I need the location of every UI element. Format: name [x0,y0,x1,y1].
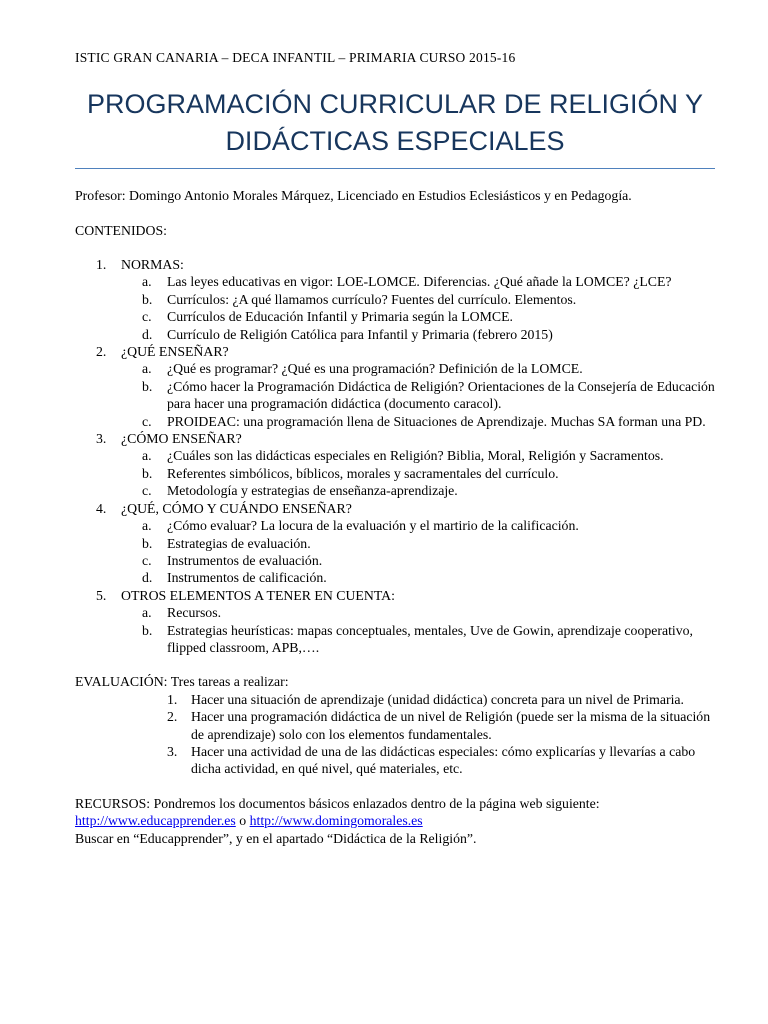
subitem-letter: a. [142,448,152,464]
subitem [121,517,715,534]
subitem-text: ¿Cómo hacer la Programación Didáctica de Religión? Orientaciones de la Consejería de Educación para hacer una programación didáctica (documento caracol). [167,378,715,412]
task-text: Hacer una situación de aprendizaje (unidad didáctica) concreta para un nivel de Primaria. [191,691,685,707]
subitem-letter: a. [142,605,152,621]
section-number: 5. [96,587,107,603]
subitem-text: ¿Cómo evaluar? La locura de la evaluación y el martirio de la calificación. [167,518,579,534]
section-number: 1. [96,257,107,272]
subitem-text: Currículos: ¿A qué llamamos currículo? Fuentes del currículo. Elementos. [167,291,577,307]
domingomorales-link[interactable]: http://www.domingomorales.es [249,813,423,829]
subitem-letter: b. [142,535,153,551]
subitem [121,308,715,325]
section-title: ¿QUÉ ENSEÑAR? [121,344,229,360]
contents-list [75,256,715,656]
task-number: 1. [167,691,178,707]
recursos-section [75,795,715,848]
task-number: 2. [167,709,178,725]
subitem-text: Metodología y estrategias de enseñanza-aprendizaje. [167,483,458,499]
section-number: 4. [96,500,107,516]
section-subitems [121,447,715,499]
subitem [121,604,715,621]
subitem-text: Referentes simbólicos, bíblicos, morales y sacramentales del currículo. [167,465,559,481]
subitem-letter: c. [142,483,152,499]
subitem [121,378,715,413]
section-title: NORMAS: [121,257,184,272]
section-title: OTROS ELEMENTOS A TENER EN CUENTA: [121,587,395,603]
section-item [75,256,715,343]
recursos-intro: RECURSOS: Pondremos los documentos básicos enlazados dentro de la página web siguiente: [75,795,600,811]
title-divider [75,168,715,169]
subitem-letter: b. [142,378,153,394]
section-title: ¿CÓMO ENSEÑAR? [121,431,242,447]
subitem [121,465,715,482]
course-header: ISTIC GRAN CANARIA – DECA INFANTIL – PRIMARIA CURSO 2015-16 [75,50,516,65]
document-page [75,50,715,847]
section-number: 3. [96,431,107,447]
section-subitems [121,360,715,430]
subitem-letter: b. [142,291,153,307]
subitem-letter: a. [142,274,152,290]
subitem-letter: b. [142,465,153,481]
task-text: Hacer una programación didáctica de un nivel de Religión (puede ser la misma de la situación de aprendizaje) solo con los elementos fundamentales. [191,709,711,742]
subitem-text: Estrategias de evaluación. [167,535,311,551]
section-item [75,430,715,500]
link-separator: o [235,813,250,829]
section-subitems [121,273,715,343]
subitem [121,535,715,552]
subitem-letter: c. [142,413,152,429]
subitem [121,360,715,377]
subitem-text: Currículo de Religión Católica para Infantil y Primaria (febrero 2015) [167,326,553,342]
subitem-text: PROIDEAC: una programación llena de Situaciones de Aprendizaje. Muchas SA forman una PD. [167,413,706,429]
recursos-links [75,812,715,830]
subitem-letter: a. [142,361,152,377]
evaluacion-task [75,708,715,743]
section-title: ¿QUÉ, CÓMO Y CUÁNDO ENSEÑAR? [121,500,352,516]
contenidos-label: CONTENIDOS: [75,222,167,238]
recursos-footer: Buscar en “Educapprender”, y en el apartado “Didáctica de la Religión”. [75,830,477,846]
subitem-text: Las leyes educativas en vigor: LOE-LOMCE. Diferencias. ¿Qué añade la LOMCE? ¿LCE? [167,274,672,290]
evaluacion-list [75,691,715,778]
subitem-text: Instrumentos de calificación. [167,570,327,586]
subitem [121,622,715,657]
subitem [121,413,715,430]
task-number: 3. [167,744,178,760]
title-line-1: PROGRAMACIÓN CURRICULAR DE RELIGIÓN Y [86,89,704,119]
subitem-text: Estrategias heurísticas: mapas conceptuales, mentales, Uve de Gowin, aprendizaje cooperativo, flipped classroom, APB,…. [167,622,693,655]
subitem-letter: d. [142,326,153,342]
subitem-letter: c. [142,552,152,568]
subitem-letter: b. [142,622,153,638]
section-subitems [121,604,715,656]
subitem-letter: d. [142,570,153,586]
subitem [121,482,715,499]
section-item [75,587,715,657]
subitem-text: ¿Cuáles son las didácticas especiales en Religión? Biblia, Moral, Religión y Sacramentos. [167,448,664,464]
title-line-2: DIDÁCTICAS ESPECIALES [225,126,565,156]
subitem-text: Recursos. [167,605,222,621]
subitem [121,291,715,308]
subitem [121,569,715,586]
section-item [75,500,715,587]
section-item [75,343,715,430]
evaluacion-task [75,691,715,708]
subitem-letter: c. [142,309,152,325]
subitem [121,273,715,290]
evaluacion-label: EVALUACIÓN: Tres tareas a realizar: [75,674,289,690]
subitem-text: Currículos de Educación Infantil y Primaria según la LOMCE. [167,309,513,325]
educapprender-link[interactable]: http://www.educapprender.es [75,813,236,829]
section-subitems [121,517,715,587]
section-number: 2. [96,344,107,360]
subitem-letter: a. [142,518,152,534]
subitem [121,552,715,569]
evaluacion-task [75,743,715,778]
subitem [121,447,715,464]
profesor-paragraph: Profesor: Domingo Antonio Morales Márquez, Licenciado en Estudios Eclesiásticos y en Pedagogía. [75,188,632,203]
document-title [75,86,715,160]
subitem-text: Instrumentos de evaluación. [167,552,323,568]
subitem-text: ¿Qué es programar? ¿Qué es una programación? Definición de la LOMCE. [167,361,583,377]
subitem [121,326,715,343]
task-text: Hacer una actividad de una de las didácticas especiales: cómo explicarías y llevarías a cabo dicha actividad, en qué nivel, qué materiales, etc. [191,744,696,777]
